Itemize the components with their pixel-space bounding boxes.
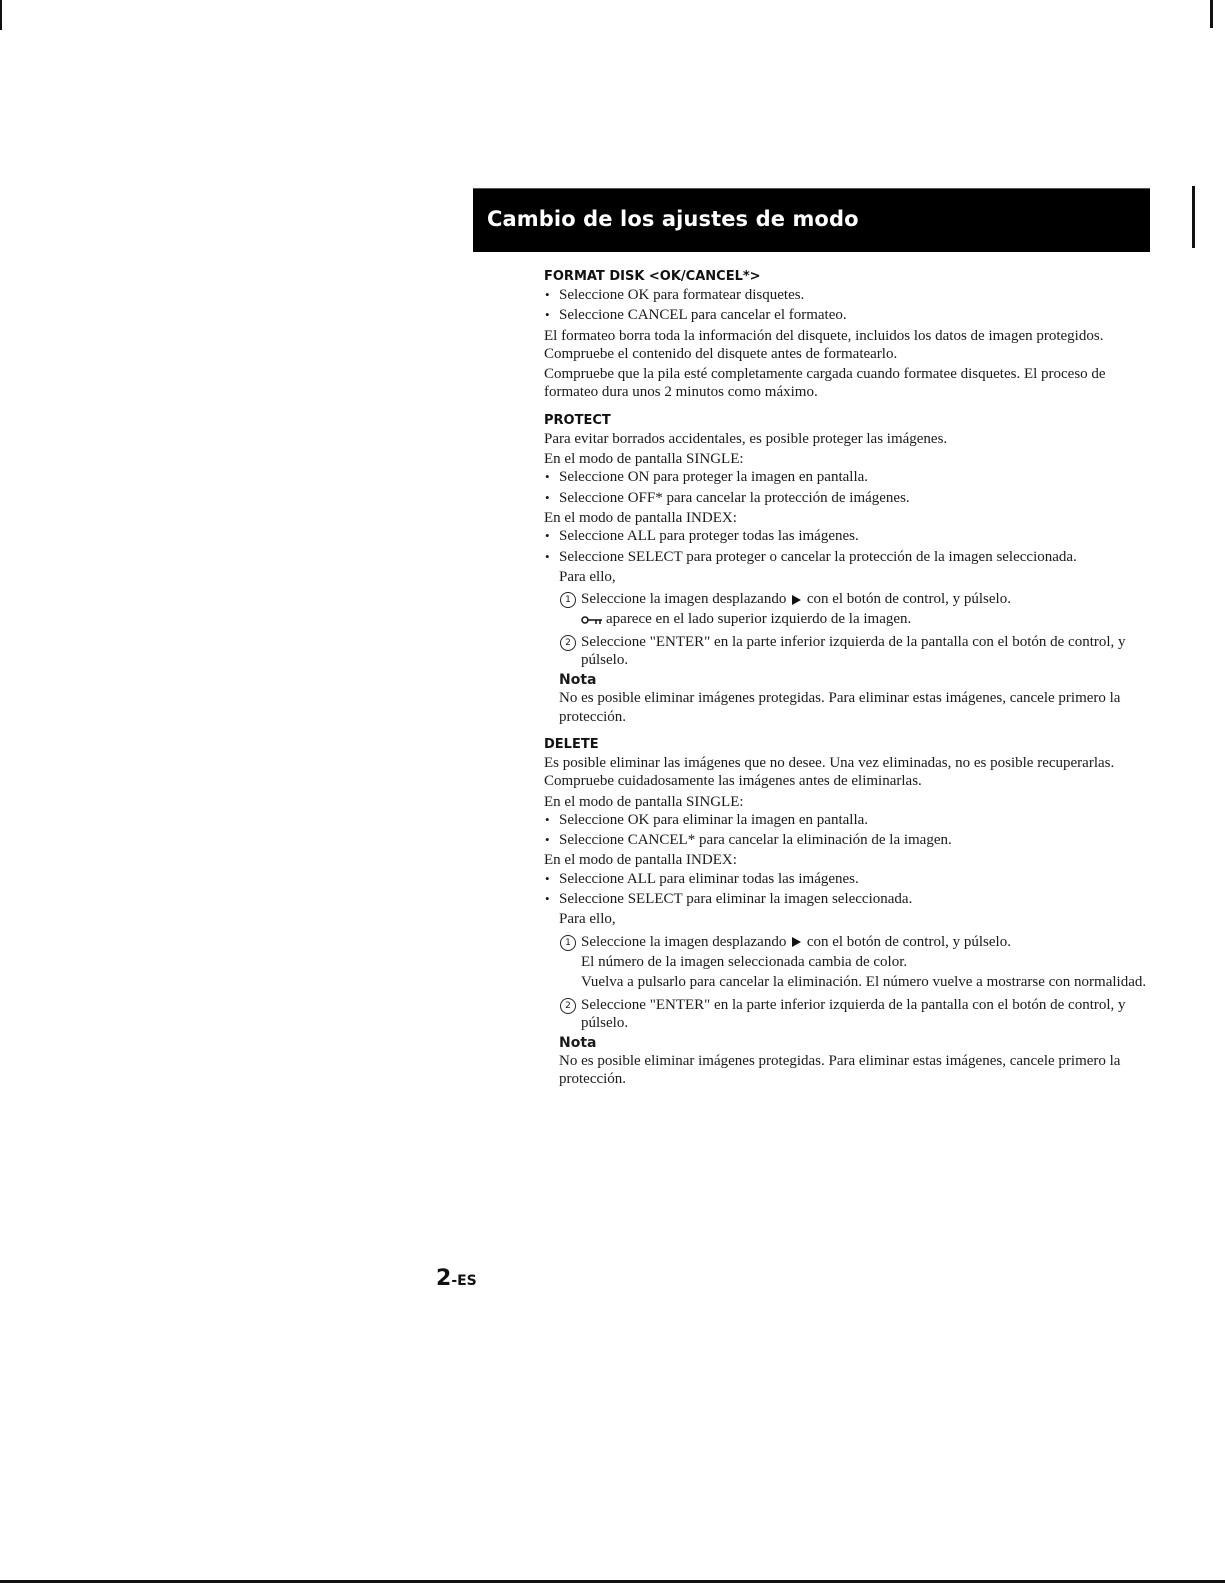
protect-nota-text: No es posible eliminar imágenes protegidas. Para eliminar estas imágenes, cancele primero la protección.: [559, 690, 1121, 725]
delete-steps: [544, 910, 1149, 1088]
protect-step-2: [559, 633, 1149, 670]
list-item: • Seleccione OFF* para cancelar la protección de imágenes.: [544, 489, 1149, 507]
list-item: • Seleccione SELECT para eliminar la imagen seleccionada.: [544, 890, 1149, 908]
page-number-value: 2: [436, 1266, 452, 1291]
key-icon: [581, 615, 603, 625]
protect-step-1: [559, 590, 1149, 608]
protect-single-mode: En el modo de pantalla SINGLE:: [544, 451, 744, 468]
delete-step-1-sub-2: Vuelva a pulsarlo para cancelar la eliminación. El número vuelve a mostrarse con normalidad.: [581, 974, 1147, 991]
play-arrow-icon: [792, 937, 801, 947]
page-number: [436, 1266, 477, 1291]
protect-intro: Para evitar borrados accidentales, es posible proteger las imágenes.: [544, 430, 948, 447]
list-item: • Seleccione CANCEL para cancelar el formateo.: [544, 306, 1149, 324]
protect-index-mode: En el modo de pantalla INDEX:: [544, 509, 737, 526]
circled-number-icon: 1: [560, 935, 576, 951]
circled-number-icon: 1: [560, 592, 576, 608]
delete-index-mode: En el modo de pantalla INDEX:: [544, 852, 737, 869]
page-title: Cambio de los ajustes de modo: [487, 207, 859, 231]
crop-mark-top-right: [1210, 0, 1213, 28]
format-disk-bullets: [544, 286, 1149, 325]
delete-step-2: [559, 996, 1149, 1033]
list-item: • Seleccione CANCEL* para cancelar la eliminación de la imagen.: [544, 831, 1149, 849]
page-number-suffix: -ES: [451, 1273, 477, 1289]
delete-nota-text: No es posible eliminar imágenes protegidas. Para eliminar estas imágenes, cancele primero la protección.: [559, 1053, 1121, 1088]
protect-steps: [544, 568, 1149, 726]
list-item: • Seleccione ALL para eliminar todas las imágenes.: [544, 870, 1149, 888]
protect-index-bullets: [544, 527, 1149, 566]
circled-number-icon: 2: [560, 998, 576, 1014]
delete-intro: Es posible eliminar las imágenes que no desee. Una vez eliminadas, no es posible recuperarlas. Compruebe cuidadosamente las imágenes antes de eliminarlas.: [544, 754, 1115, 790]
protect-single-bullets: [544, 468, 1149, 507]
protect-heading: PROTECT: [544, 412, 611, 428]
format-disk-heading: FORMAT DISK <OK/CANCEL*>: [544, 269, 761, 284]
protect-step-1-text-a: Seleccione la imagen desplazando: [581, 591, 787, 608]
format-disk-paragraph-2: Compruebe que la pila esté completamente cargada cuando formatee disquetes. El proceso de formateo dura unos 2 minutos como máximo.: [544, 366, 1106, 401]
delete-nota-label: Nota: [559, 1035, 597, 1052]
list-item: • Seleccione OK para formatear disquetes.: [544, 286, 1149, 304]
protect-step-1-text-b: con el botón de control, y púlselo.: [806, 591, 1011, 608]
list-item: • Seleccione ON para proteger la imagen en pantalla.: [544, 468, 1149, 486]
delete-single-bullets: [544, 811, 1149, 850]
list-item: • Seleccione OK para eliminar la imagen en pantalla.: [544, 811, 1149, 829]
delete-step-1: [559, 933, 1149, 951]
delete-index-bullets: [544, 870, 1149, 909]
crop-mark-top-left: [0, 0, 2, 30]
delete-heading: DELETE: [544, 736, 599, 752]
main-content: [544, 268, 1149, 1089]
list-item: • Seleccione ALL para proteger todas las imágenes.: [544, 527, 1149, 545]
protect-step-2-text: Seleccione "ENTER" en la parte inferior izquierda de la pantalla con el botón de control, y púlselo.: [581, 633, 1126, 669]
play-arrow-icon: [792, 595, 801, 605]
delete-para-ello: Para ello,: [559, 911, 616, 928]
protect-step-1-sub-text: aparece en el lado superior izquierdo de la imagen.: [606, 611, 912, 628]
crop-mark-right-bar: [1192, 186, 1195, 248]
protect-step-1-sub: [559, 610, 1149, 628]
delete-single-mode: En el modo de pantalla SINGLE:: [544, 793, 744, 810]
delete-step-2-text: Seleccione "ENTER" en la parte inferior izquierda de la pantalla con el botón de control, y púlselo.: [581, 996, 1126, 1031]
delete-step-1-text-a: Seleccione la imagen desplazando: [581, 933, 787, 950]
delete-step-1-text-b: con el botón de control, y púlselo.: [806, 933, 1011, 950]
protect-para-ello: Para ello,: [559, 568, 616, 585]
format-disk-paragraph-1: El formateo borra toda la información del disquete, incluidos los datos de imagen protegidos. Compruebe el contenido del disquete antes de formatearlo.: [544, 327, 1104, 362]
list-item: • Seleccione SELECT para proteger o cancelar la protección de la imagen seleccionada.: [544, 548, 1149, 566]
delete-step-1-sub-1: El número de la imagen seleccionada cambia de color.: [581, 953, 908, 970]
protect-nota-label: Nota: [559, 672, 597, 689]
circled-number-icon: 2: [560, 635, 576, 651]
